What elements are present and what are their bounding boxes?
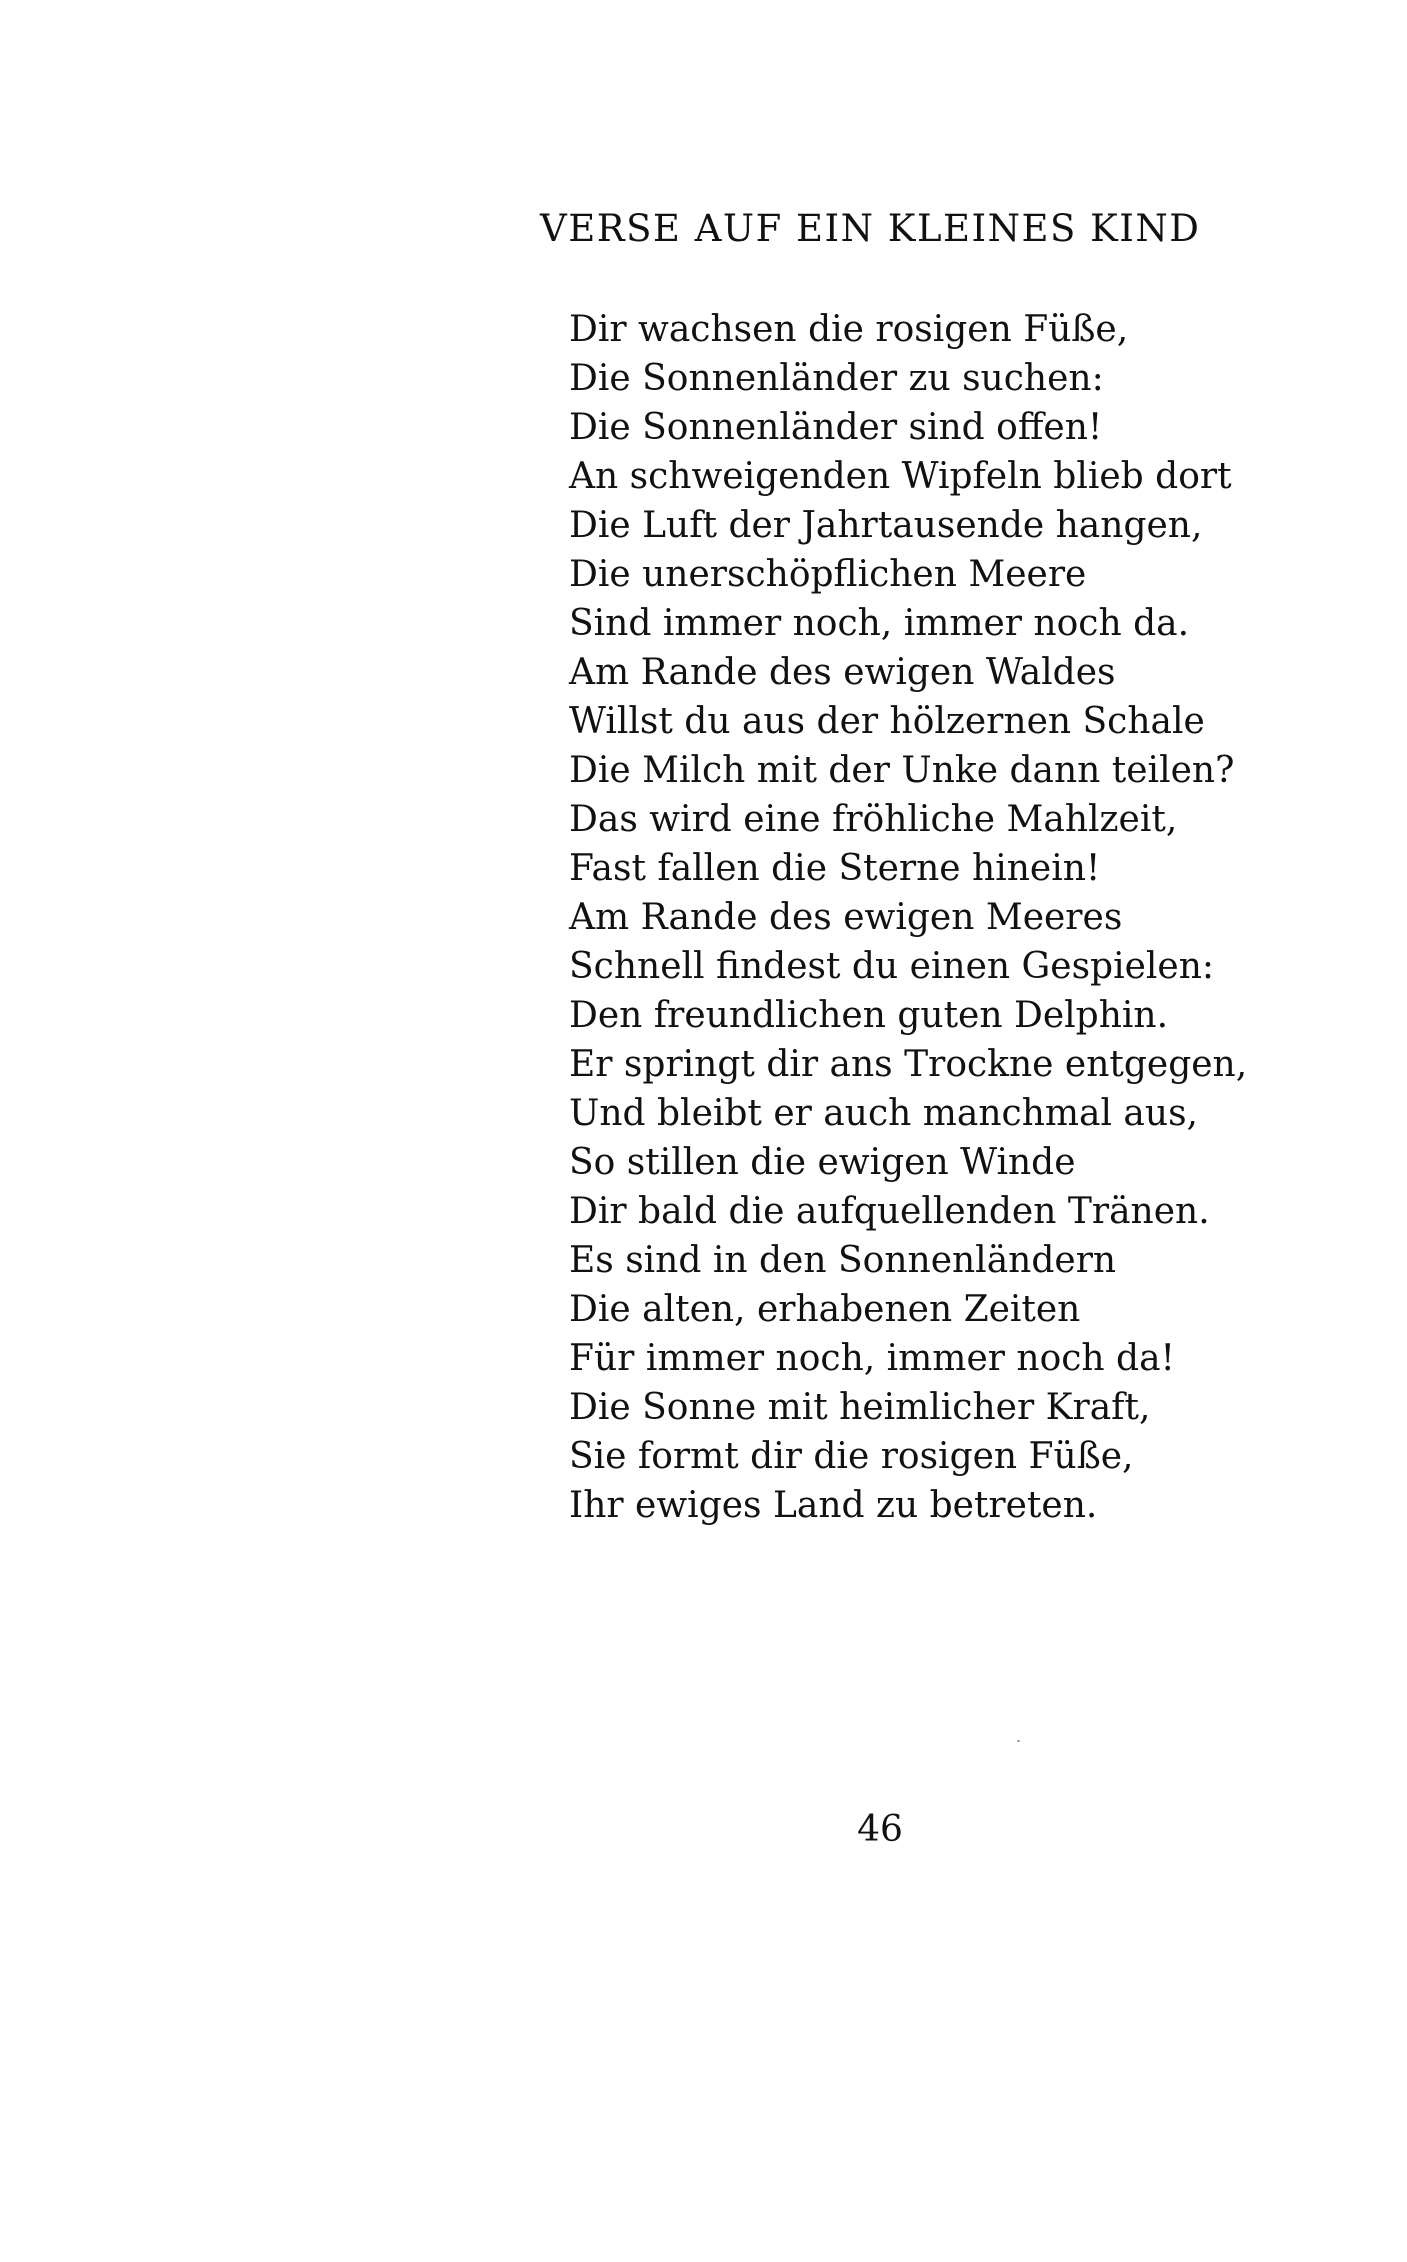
poem-line: Die unerschöpflichen Meere <box>569 554 1087 595</box>
poem-line: Sind immer noch, immer noch da. <box>569 603 1190 644</box>
poem-line: Am Rande des ewigen Meeres <box>569 897 1123 938</box>
poem-line: Die Luft der Jahrtausende hangen, <box>569 505 1203 546</box>
speck-mark <box>1017 1740 1020 1742</box>
poem-line: Am Rande des ewigen Waldes <box>569 652 1116 693</box>
poem-line: Die Sonnenländer zu suchen: <box>569 358 1104 399</box>
poem-body <box>569 305 1329 1530</box>
poem-line: Fast fallen die Sterne hinein! <box>569 848 1101 889</box>
poem-line: So stillen die ewigen Winde <box>569 1142 1076 1183</box>
poem-line: Den freundlichen guten Delphin. <box>569 995 1169 1036</box>
poem-line: Die Milch mit der Unke dann teilen? <box>569 750 1235 791</box>
page-number: 46 <box>857 1809 903 1850</box>
poem-line: Für immer noch, immer noch da! <box>569 1338 1176 1379</box>
poem-line: Sie formt dir die rosigen Füße, <box>569 1436 1134 1477</box>
poem-line: Schnell findest du einen Gespielen: <box>569 946 1215 987</box>
poem-line: Das wird eine fröhliche Mahlzeit, <box>569 799 1178 840</box>
poem-line: Die alten, erhabenen Zeiten <box>569 1289 1081 1330</box>
poem-line: Und bleibt er auch manchmal aus, <box>569 1093 1198 1134</box>
poem-line: Ihr ewiges Land zu betreten. <box>569 1485 1098 1526</box>
poem-line: Er springt dir ans Trockne entgegen, <box>569 1044 1248 1085</box>
poem-line: Dir wachsen die rosigen Füße, <box>569 309 1129 350</box>
poem-line: Willst du aus der hölzernen Schale <box>569 701 1205 742</box>
poem-line: Dir bald die aufquellenden Tränen. <box>569 1191 1210 1232</box>
poem-title: VERSE AUF EIN KLEINES KIND <box>540 207 1201 250</box>
poem-line: An schweigenden Wipfeln blieb dort <box>569 456 1232 497</box>
poem-line: Es sind in den Sonnenländern <box>569 1240 1117 1281</box>
poem-line: Die Sonne mit heimlicher Kraft, <box>569 1387 1151 1428</box>
poem-line: Die Sonnenländer sind offen! <box>569 407 1103 448</box>
